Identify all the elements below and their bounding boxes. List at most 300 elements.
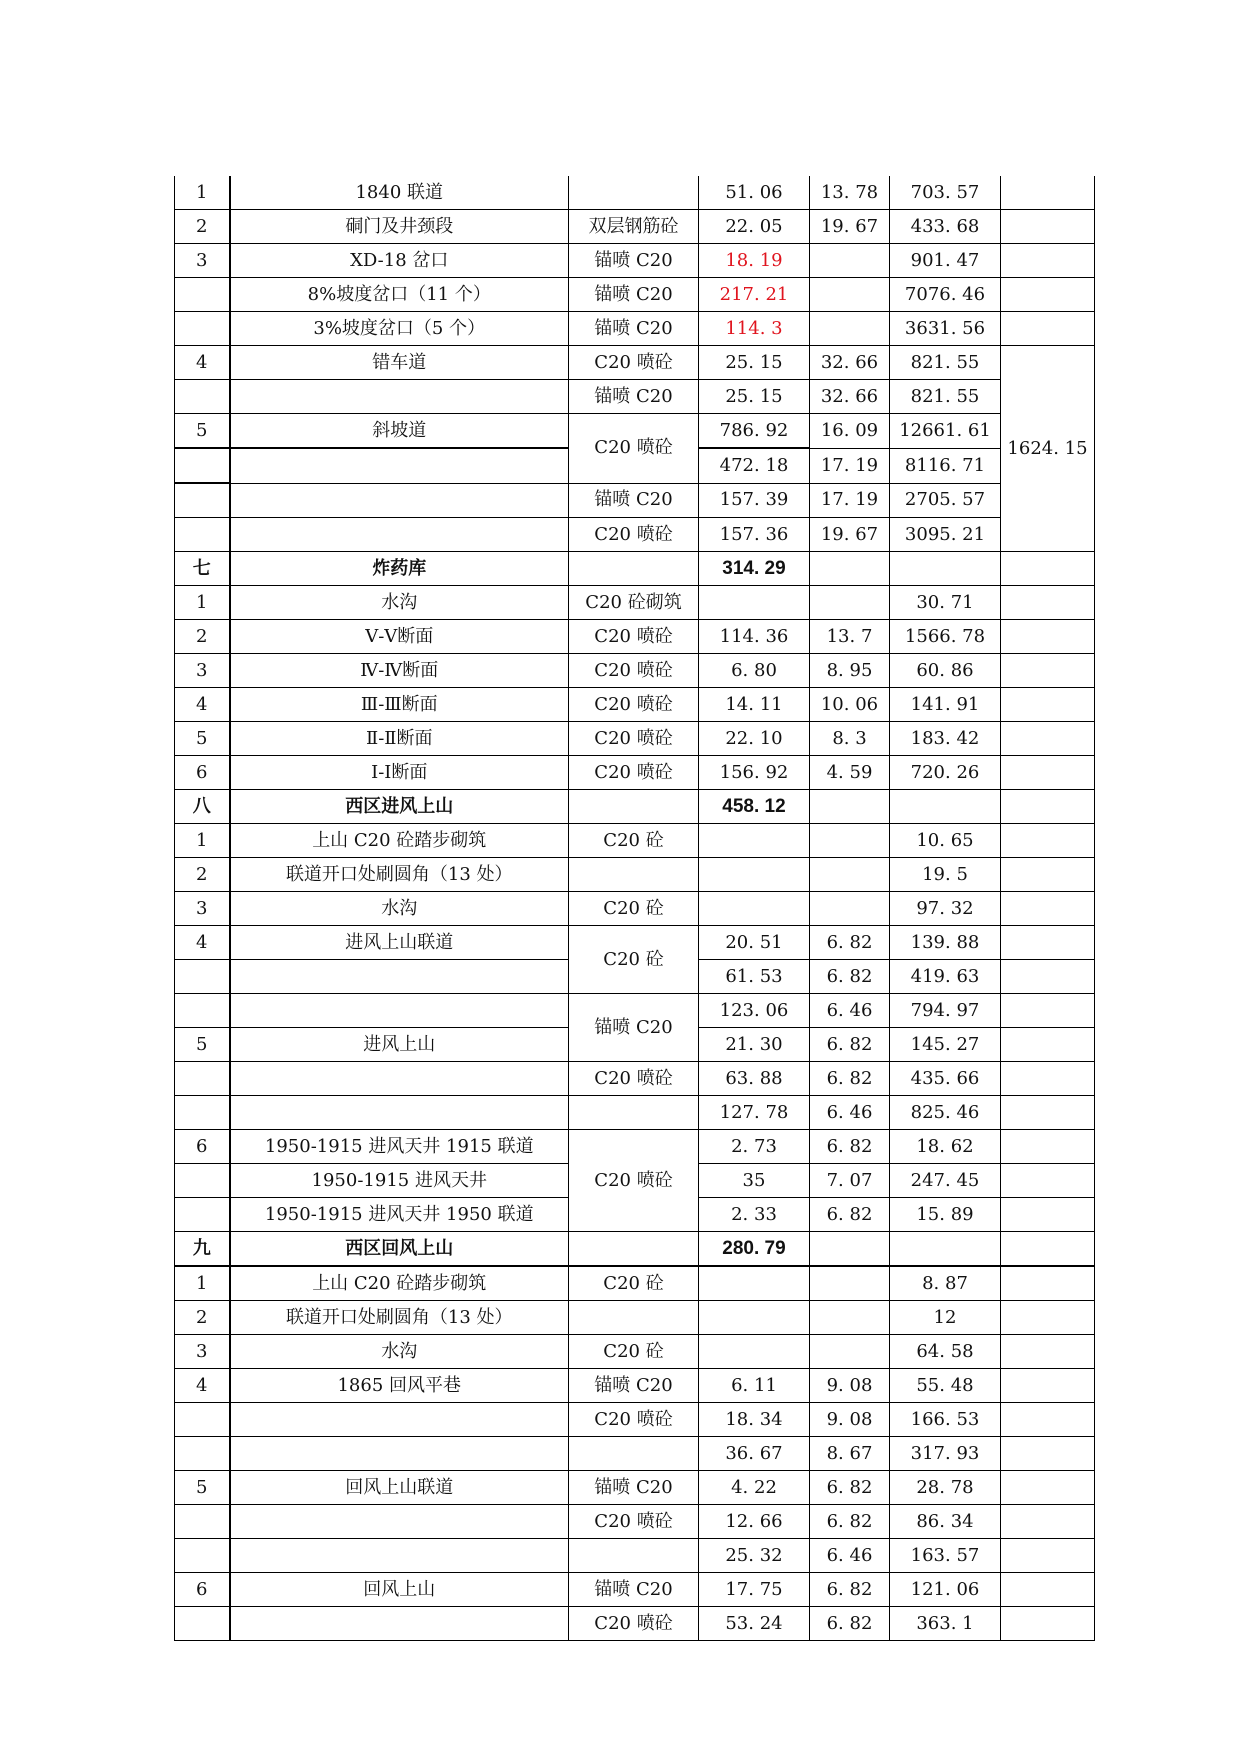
section-area: 9. 08 [810,1403,890,1437]
total [1001,1096,1095,1130]
table-row [175,1403,1095,1437]
total [1001,244,1095,278]
row-number: 6 [175,756,230,790]
length [699,824,810,858]
table-row [175,1471,1095,1505]
row-number [175,278,230,312]
section-area: 13. 78 [810,176,890,210]
length: 35 [699,1164,810,1198]
table-row [175,858,1095,892]
volume [890,552,1001,586]
table-row [175,414,1095,449]
item-name [230,960,569,994]
section-area: 6. 46 [810,994,890,1028]
length: 53. 24 [699,1607,810,1641]
total [1001,926,1095,960]
section-area: 6. 82 [810,960,890,994]
row-number: 1 [175,176,230,210]
table-row [175,483,1095,518]
length: 18. 34 [699,1403,810,1437]
volume: 12661. 61 [890,414,1001,449]
row-number: 3 [175,654,230,688]
volume: 435. 66 [890,1062,1001,1096]
table-row [175,756,1095,790]
table-row [175,654,1095,688]
item-name: 回风上山联道 [230,1471,569,1505]
material [569,1301,699,1335]
total [1001,278,1095,312]
row-number: 5 [175,1028,230,1062]
material: 锚喷 C20 [569,1573,699,1607]
section-heading-row [175,790,1095,824]
volume: 821. 55 [890,346,1001,380]
item-name: Ⅲ-Ⅲ断面 [230,688,569,722]
section-area [810,790,890,824]
row-number [175,1096,230,1130]
section-heading-row [175,552,1095,586]
section-title: 西区回风上山 [230,1232,569,1267]
table-row [175,1573,1095,1607]
volume: 247. 45 [890,1164,1001,1198]
volume: 794. 97 [890,994,1001,1028]
total [1001,1198,1095,1232]
length: 157. 36 [699,518,810,552]
volume: 55. 48 [890,1369,1001,1403]
section-area: 10. 06 [810,688,890,722]
volume: 28. 78 [890,1471,1001,1505]
table-row [175,210,1095,244]
row-number [175,994,230,1028]
item-name: Ⅴ-Ⅴ断面 [230,620,569,654]
volume: 19. 5 [890,858,1001,892]
material: C20 砼 [569,926,699,994]
total [1001,790,1095,824]
item-name [230,1437,569,1471]
section-area [810,586,890,620]
volume: 12 [890,1301,1001,1335]
item-name: 联道开口处刷圆角（13 处） [230,858,569,892]
length: 4. 22 [699,1471,810,1505]
item-name: 斜坡道 [230,414,569,449]
material: C20 喷砼 [569,346,699,380]
table-row [175,380,1095,414]
length: 63. 88 [699,1062,810,1096]
item-name [230,380,569,414]
total [1001,1369,1095,1403]
total [1001,1062,1095,1096]
item-name: 回风上山 [230,1573,569,1607]
item-name [230,448,569,483]
total [1001,960,1095,994]
item-name: 上山 C20 砼踏步砌筑 [230,1266,569,1301]
row-number: 4 [175,926,230,960]
material: 锚喷 C20 [569,1471,699,1505]
section-title: 炸药库 [230,552,569,586]
section-length-total: 458. 12 [699,790,810,824]
total [1001,1301,1095,1335]
item-name: 进风上山 [230,1028,569,1062]
volume: 86. 34 [890,1505,1001,1539]
total [1001,552,1095,586]
volume: 8. 87 [890,1266,1001,1301]
section-area: 8. 95 [810,654,890,688]
section-length-total: 314. 29 [699,552,810,586]
row-number: 4 [175,688,230,722]
item-name: Ⅰ-Ⅰ断面 [230,756,569,790]
row-number: 2 [175,210,230,244]
table-row [175,312,1095,346]
length [699,1266,810,1301]
material [569,176,699,210]
length: 36. 67 [699,1437,810,1471]
length: 217. 21 [699,278,810,312]
item-name: Ⅳ-Ⅳ断面 [230,654,569,688]
item-name: 水沟 [230,892,569,926]
table-row [175,586,1095,620]
material: 锚喷 C20 [569,380,699,414]
item-name [230,1062,569,1096]
section-area [810,824,890,858]
total [1001,1266,1095,1301]
table-row [175,1266,1095,1301]
row-number: 2 [175,1301,230,1335]
item-name [230,1539,569,1573]
volume: 720. 26 [890,756,1001,790]
section-area: 6. 82 [810,1505,890,1539]
length: 2. 33 [699,1198,810,1232]
total [1001,994,1095,1028]
row-number [175,312,230,346]
material: C20 砼 [569,1266,699,1301]
row-number: 5 [175,414,230,449]
row-number: 3 [175,892,230,926]
section-area: 6. 82 [810,1607,890,1641]
item-name: 1950-1915 进风天井 [230,1164,569,1198]
item-name [230,1403,569,1437]
volume: 821. 55 [890,380,1001,414]
row-number: 5 [175,722,230,756]
volume: 18. 62 [890,1130,1001,1164]
table-row [175,1539,1095,1573]
table-row [175,1130,1095,1164]
material: 锚喷 C20 [569,244,699,278]
row-number [175,483,230,518]
section-area [810,892,890,926]
section-area [810,858,890,892]
length: 22. 05 [699,210,810,244]
material: 锚喷 C20 [569,994,699,1062]
total [1001,654,1095,688]
item-name: 水沟 [230,1335,569,1369]
volume: 825. 46 [890,1096,1001,1130]
item-name [230,1607,569,1641]
material: C20 喷砼 [569,518,699,552]
volume: 901. 47 [890,244,1001,278]
row-number: 1 [175,586,230,620]
row-number [175,1062,230,1096]
section-area: 8. 3 [810,722,890,756]
row-number [175,380,230,414]
length: 18. 19 [699,244,810,278]
material: C20 砼 [569,824,699,858]
table-row [175,1335,1095,1369]
table-row [175,1607,1095,1641]
table-row [175,1096,1095,1130]
item-name [230,483,569,518]
length [699,1301,810,1335]
section-area: 6. 82 [810,1130,890,1164]
quantity-table [174,176,1095,1641]
total [1001,892,1095,926]
volume: 141. 91 [890,688,1001,722]
total [1001,858,1095,892]
section-area: 13. 7 [810,620,890,654]
length [699,1335,810,1369]
table-row [175,1505,1095,1539]
total [1001,210,1095,244]
row-number: 2 [175,620,230,654]
total: 1624. 15 [1001,346,1095,552]
material: C20 喷砼 [569,1607,699,1641]
material: C20 砼 [569,892,699,926]
item-name: Ⅱ-Ⅱ断面 [230,722,569,756]
row-number [175,960,230,994]
item-name [230,518,569,552]
item-name [230,1505,569,1539]
table-row [175,278,1095,312]
item-name: 硐门及井颈段 [230,210,569,244]
section-area: 6. 46 [810,1096,890,1130]
total [1001,620,1095,654]
section-area: 17. 19 [810,448,890,483]
row-number [175,1437,230,1471]
total [1001,1607,1095,1641]
volume: 7076. 46 [890,278,1001,312]
section-length-total: 280. 79 [699,1232,810,1267]
total [1001,756,1095,790]
item-name: 进风上山联道 [230,926,569,960]
section-number: 九 [175,1232,230,1267]
total [1001,688,1095,722]
item-name: 1865 回风平巷 [230,1369,569,1403]
length: 14. 11 [699,688,810,722]
volume: 121. 06 [890,1573,1001,1607]
length [699,892,810,926]
section-area: 19. 67 [810,518,890,552]
material [569,1232,699,1267]
material: C20 喷砼 [569,756,699,790]
section-area [810,278,890,312]
section-area: 19. 67 [810,210,890,244]
item-name: 联道开口处刷圆角（13 处） [230,1301,569,1335]
length [699,858,810,892]
item-name: 1950-1915 进风天井 1950 联道 [230,1198,569,1232]
section-area [810,244,890,278]
total [1001,1164,1095,1198]
row-number: 1 [175,824,230,858]
length: 25. 15 [699,380,810,414]
total [1001,1437,1095,1471]
section-area: 8. 67 [810,1437,890,1471]
total [1001,1028,1095,1062]
material: 锚喷 C20 [569,278,699,312]
table-row [175,1369,1095,1403]
volume: 163. 57 [890,1539,1001,1573]
volume [890,790,1001,824]
length: 25. 15 [699,346,810,380]
total [1001,312,1095,346]
total [1001,824,1095,858]
length: 21. 30 [699,1028,810,1062]
volume: 166. 53 [890,1403,1001,1437]
material [569,1437,699,1471]
table-row [175,1301,1095,1335]
length: 25. 32 [699,1539,810,1573]
section-area [810,1266,890,1301]
total [1001,1130,1095,1164]
total [1001,1403,1095,1437]
item-name [230,994,569,1028]
section-area: 4. 59 [810,756,890,790]
material: 锚喷 C20 [569,483,699,518]
item-name: 1840 联道 [230,176,569,210]
volume: 363. 1 [890,1607,1001,1641]
volume: 419. 63 [890,960,1001,994]
row-number [175,1607,230,1641]
volume: 60. 86 [890,654,1001,688]
section-area: 6. 82 [810,1062,890,1096]
length: 127. 78 [699,1096,810,1130]
section-area [810,1232,890,1267]
length: 786. 92 [699,414,810,449]
row-number: 6 [175,1130,230,1164]
material [569,552,699,586]
item-name: 水沟 [230,586,569,620]
volume: 3095. 21 [890,518,1001,552]
row-number [175,1403,230,1437]
material [569,1539,699,1573]
section-number: 七 [175,552,230,586]
section-area [810,1301,890,1335]
item-name: 3%坡度岔口（5 个） [230,312,569,346]
volume: 433. 68 [890,210,1001,244]
row-number: 1 [175,1266,230,1301]
length: 114. 36 [699,620,810,654]
section-area: 6. 82 [810,926,890,960]
volume: 15. 89 [890,1198,1001,1232]
material: C20 砼砌筑 [569,586,699,620]
material: 锚喷 C20 [569,1369,699,1403]
material: 双层钢筋砼 [569,210,699,244]
length: 17. 75 [699,1573,810,1607]
row-number: 4 [175,346,230,380]
section-heading-row [175,1232,1095,1267]
volume: 1566. 78 [890,620,1001,654]
length: 20. 51 [699,926,810,960]
item-name: XD-18 岔口 [230,244,569,278]
total [1001,1539,1095,1573]
length: 61. 53 [699,960,810,994]
material: C20 喷砼 [569,620,699,654]
item-name [230,1096,569,1130]
section-area: 9. 08 [810,1369,890,1403]
section-area: 16. 09 [810,414,890,449]
volume [890,1232,1001,1267]
section-number: 八 [175,790,230,824]
volume: 30. 71 [890,586,1001,620]
material: C20 喷砼 [569,1505,699,1539]
total [1001,1505,1095,1539]
row-number [175,1539,230,1573]
material [569,1096,699,1130]
material: C20 喷砼 [569,1062,699,1096]
volume: 3631. 56 [890,312,1001,346]
table-row [175,722,1095,756]
row-number: 4 [175,1369,230,1403]
total [1001,722,1095,756]
material [569,858,699,892]
length: 2. 73 [699,1130,810,1164]
volume: 8116. 71 [890,448,1001,483]
length: 51. 06 [699,176,810,210]
section-area: 6. 82 [810,1573,890,1607]
material: C20 砼 [569,1335,699,1369]
table-row [175,1437,1095,1471]
section-area: 17. 19 [810,483,890,518]
volume: 64. 58 [890,1335,1001,1369]
material: C20 喷砼 [569,1130,699,1232]
material: 锚喷 C20 [569,312,699,346]
section-area [810,552,890,586]
section-area: 7. 07 [810,1164,890,1198]
table-row [175,244,1095,278]
row-number [175,448,230,483]
volume: 317. 93 [890,1437,1001,1471]
length: 22. 10 [699,722,810,756]
volume: 2705. 57 [890,483,1001,518]
total [1001,176,1095,210]
table-row [175,518,1095,552]
row-number: 3 [175,244,230,278]
material: C20 喷砼 [569,1403,699,1437]
volume: 145. 27 [890,1028,1001,1062]
length: 6. 80 [699,654,810,688]
row-number [175,1505,230,1539]
table-row [175,688,1095,722]
length: 472. 18 [699,448,810,483]
volume: 703. 57 [890,176,1001,210]
length: 157. 39 [699,483,810,518]
material: C20 喷砼 [569,654,699,688]
material [569,790,699,824]
total [1001,1573,1095,1607]
row-number: 2 [175,858,230,892]
table-row [175,176,1095,210]
length: 114. 3 [699,312,810,346]
table-row [175,892,1095,926]
section-area: 6. 46 [810,1539,890,1573]
total [1001,1232,1095,1267]
section-area [810,1335,890,1369]
table-row [175,1062,1095,1096]
length: 12. 66 [699,1505,810,1539]
table-row [175,620,1095,654]
row-number: 3 [175,1335,230,1369]
section-area: 6. 82 [810,1471,890,1505]
item-name: 1950-1915 进风天井 1915 联道 [230,1130,569,1164]
item-name: 上山 C20 砼踏步砌筑 [230,824,569,858]
volume: 183. 42 [890,722,1001,756]
